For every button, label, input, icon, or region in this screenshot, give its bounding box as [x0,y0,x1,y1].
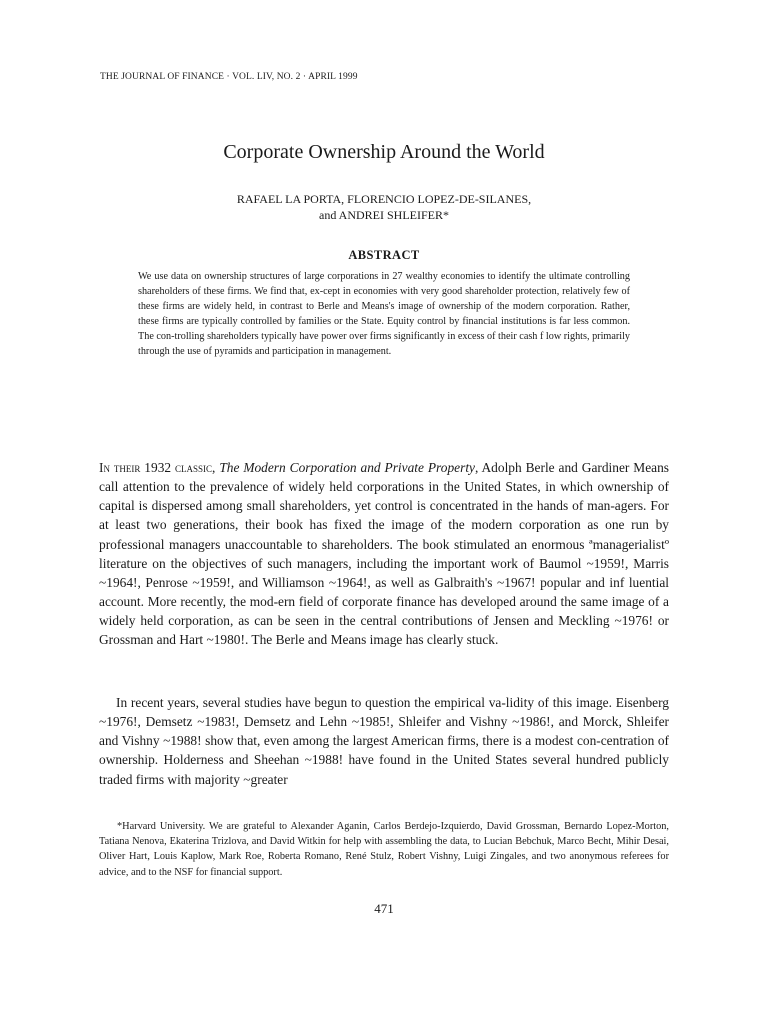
running-head: THE JOURNAL OF FINANCE · VOL. LIV, NO. 2 · APRIL 1999 [100,72,358,82]
page-number: 471 [374,901,394,916]
book-title: The Modern Corporation and Private Property [219,460,475,475]
abstract-heading: ABSTRACT [348,248,420,262]
author-block [0,192,768,223]
author-line-2: and ANDREI SHLEIFER* [319,207,449,222]
body-paragraph-2: In recent years, several studies have begun to question the empirical va-lidity of this image. Eisenberg ~1976!, Demsetz ~1983!, Demsetz and Lehn ~1985!, Shleifer and Vishny ~1986!, and Morck, Shleifer and Vishny ~1988! show that, even among the largest American firms, there is a modest con-centration of ownership. Holderness and Sheehan ~1988! have found in the United States several hundred publicly traded firms with majority ~greater [99,695,669,787]
author-line-1: RAFAEL LA PORTA, FLORENCIO LOPEZ-DE-SILANES, [236,192,532,206]
paragraph-1-text: , Adolph Berle and Gardiner Means call attention to the prevalence of widely held corporations in the United States, in which ownership of capital is dispersed among small shareholders, yet control is concentrated in the hands of man-agers. For at least two generations, their book has fixed the image of the modern corporation as one run by professional managers unaccountable to shareholders. The book stimulated an enormous ªmanagerialistº literature on the objectives of such managers, including the important work of Baumol ~1959!, Marris ~1964!, Penrose ~1959!, and Williamson ~1964!, as well as Galbraith's ~1967! popular and inf luential account. More recently, the mod-ern field of corporate finance has developed around the same image of a widely held corporation, as can be seen in the central contributions of Jensen and Meckling ~1976! or Grossman and Hart ~1980!. The Berle and Means image has clearly stuck. [99,460,670,648]
author-footnote: *Harvard University. We are grateful to Alexander Aganin, Carlos Berdejo-Izquierdo, David Grossman, Bernardo Lopez-Morton, Tatiana Nenova, Ekaterina Trizlova, and David Witkin for help with assembling the data, to Lucian Bebchuk, Marco Becht, Mihir Desai, Oliver Hart, Louis Kaplow, Mark Roe, Roberta Romano, René Stulz, Robert Vishny, Luigi Zingales, and two anonymous referees for advice, and to the NSF for financial support. [99,821,669,878]
paragraph-lead-in: In their 1932 classic, [99,460,216,475]
body-paragraph-1 [99,458,669,650]
article-title: Corporate Ownership Around the World [223,141,545,163]
abstract-text: We use data on ownership structures of large corporations in 27 wealthy economies to identify the ultimate controlling shareholders of these firms. We find that, ex-cept in economies with very good shareholder protection, relatively few of these firms are widely held, in contrast to Berle and Means's image of ownership of the modern corporation. Rather, these firms are typically controlled by families or the State. Equity control by financial institutions is far less common. The con-trolling shareholders typically have power over firms significantly in excess of their cash f low rights, primarily through the use of pyramids and participation in management. [138,271,630,358]
